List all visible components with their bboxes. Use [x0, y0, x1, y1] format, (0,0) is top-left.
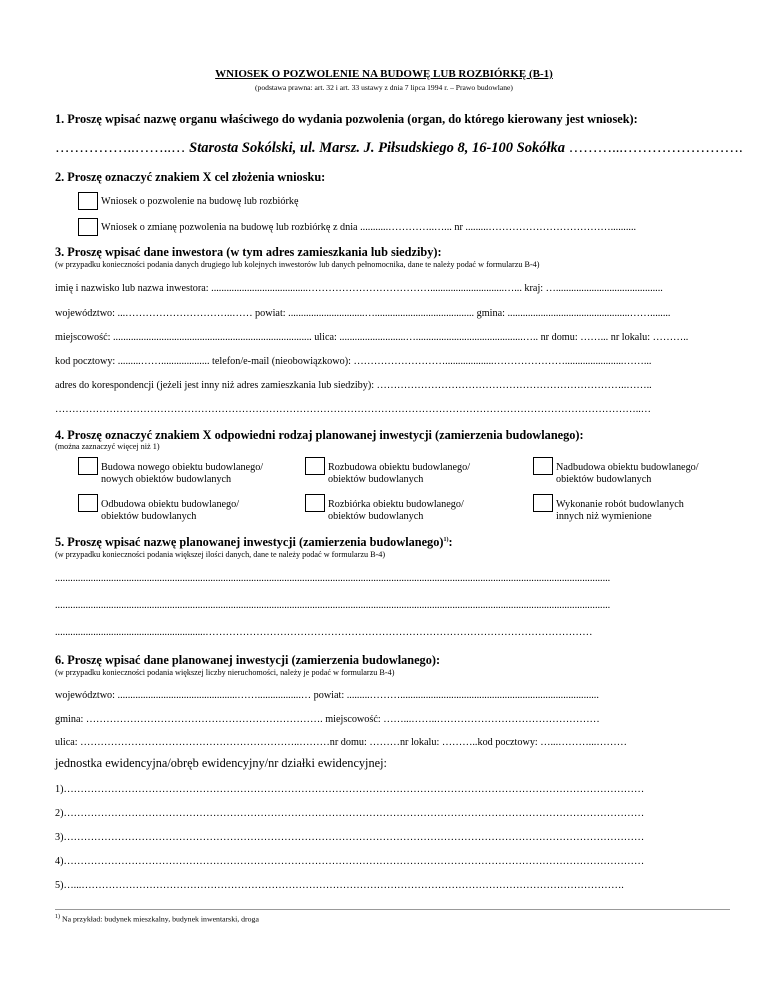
option-demolition-label: Rozbiórka obiektu budowlanego/ obiektów budowlanych	[328, 499, 464, 522]
checkbox-new-building[interactable]	[78, 457, 98, 475]
option-extension-label: Rozbudowa obiektu budowlanego/ obiektów budowlanych	[328, 462, 471, 485]
checkbox-extension[interactable]	[305, 457, 325, 475]
location-address-row[interactable]: ulica: ………………………………………………………..………nr domu: ………nr lokalu: ………..kod pocztowy: …...………...………	[55, 737, 627, 748]
investment-name-row-3[interactable]: ...........................................................……………………………………………………………………………………………………	[55, 627, 593, 638]
option-other-works-label: Wykonanie robót budowlanych innych niż wymienione	[556, 499, 684, 522]
section-3-note: (w przypadku konieczności podania danych drugiego lub kolejnych inwestorów lub danych pełnomocnika, dane te należy podać w formularzu B-4)	[55, 260, 540, 269]
checkbox-superstructure[interactable]	[533, 457, 553, 475]
footnote-ref: 1)	[443, 536, 449, 543]
investment-name-row-2[interactable]: ..........................................................................................................................................................................................................................	[55, 600, 611, 611]
correspondence-address-row[interactable]: adres do korespondencji (jeżeli jest inny niż adres zamieszkania lub siedziby): ………………………………………………………………..……..	[55, 380, 652, 391]
investor-region-row[interactable]: województwo: ...…………………………..…… powiat: ..............................…....................................... gmina: ................................................……........	[55, 308, 671, 319]
authority-field[interactable]	[55, 140, 743, 157]
plot-row[interactable]: 2)………………………………………………………………………………………………………………………………………………………	[55, 808, 645, 819]
option-reconstruction-label: Odbudowa obiektu budowlanego/ obiektów budowlanych	[101, 499, 240, 522]
option-new-building-label: Budowa nowego obiektu budowlanego/ nowych obiektów budowlanych	[101, 462, 264, 485]
option-change-permit-label[interactable]: Wniosek o zmianę pozwolenia na budowę lub rozbiórkę z dnia ...........…………..…... nr .........………………………………..........	[101, 222, 637, 233]
location-municipality-row[interactable]: gmina: ……………………………………………………………. miejscowość: ……...……..…………………………………………	[55, 714, 600, 725]
checkbox-reconstruction[interactable]	[78, 494, 98, 512]
investor-address-row[interactable]: miejscowość: .............................................................................. ulica: ..........................…..........................................….. nr domu: ……... nr lokalu: ………..	[55, 332, 689, 343]
legal-basis: (podstawa prawna: art. 32 i art. 33 ustawy z dnia 7 lipca 1994 r. – Prawo budowlane)	[255, 83, 513, 92]
correspondence-address-continuation[interactable]: ………………………………………………………………………………………………………………………………………………………..…	[55, 404, 651, 415]
section-2-heading: 2. Proszę oznaczyć znakiem X cel złożenia wniosku:	[55, 170, 326, 184]
plot-row[interactable]: 3)………………………………………………………………………………………………………………………………………………………	[55, 832, 645, 843]
section-6-heading: 6. Proszę wpisać dane planowanej inwestycji (zamierzenia budowlanego):	[55, 653, 441, 667]
investor-contact-row[interactable]: kod pocztowy: .........……................... telefon/e-mail (nieobowiązkowo): ………………………...................………………….......................……...	[55, 356, 652, 367]
option-permit-label: Wniosek o pozwolenie na budowę lub rozbiórkę	[101, 196, 299, 207]
section-5-note: (w przypadku konieczności podania większej ilości danych, dane te należy podać w formularzu B-4)	[55, 550, 386, 559]
checkbox-demolition[interactable]	[305, 494, 325, 512]
option-superstructure-label: Nadbudowa obiektu budowlanego/ obiektów budowlanych	[556, 462, 699, 485]
section-3-heading: 3. Proszę wpisać dane inwestora (w tym adres zamieszkania lub siedziby):	[55, 245, 442, 259]
section-5-heading: 5. Proszę wpisać nazwę planowanej inwestycji (zamierzenia budowlanego)$^{1)}$:	[55, 535, 453, 549]
plot-row[interactable]: 4)………………………………………………………………………………………………………………………………………………………	[55, 856, 645, 867]
investor-name-row[interactable]: imię i nazwisko lub nazwa inwestora: ......................................……………………………….............................…... kraj: …..........................................	[55, 283, 663, 294]
form-title: WNIOSEK O POZWOLENIE NA BUDOWĘ LUB ROZBIÓRKĘ (B-1)	[215, 68, 553, 80]
dots-trail: ………...…………………….	[568, 140, 743, 156]
location-region-row[interactable]: województwo: ...............................................…….................… powiat: .........………..............................................................................	[55, 690, 599, 701]
plots-heading: jednostka ewidencyjna/obręb ewidencyjny/nr działki ewidencyjnej:	[55, 756, 387, 770]
footnote-divider	[55, 909, 730, 910]
section-1-heading: 1. Proszę wpisać nazwę organu właściwego do wydania pozwolenia (organ, do którego kierowany jest wniosek):	[55, 112, 638, 126]
checkbox-permit[interactable]	[78, 192, 98, 210]
plot-row[interactable]: 1)………………………………………………………………………………………………………………………………………………………	[55, 784, 645, 795]
section-6-note: (w przypadku konieczności podania większej liczby nieruchomości, należy je podać w formularzu B-4)	[55, 668, 395, 677]
footnote: $^{1)}$ Na przykład: budynek mieszkalny, budynek inwentarski, droga	[55, 914, 259, 924]
investment-name-row-1[interactable]: ..........................................................................................................................................................................................................................	[55, 573, 611, 584]
plot-row[interactable]: 5)…...…………………………………………………………………………………………………………………………………………….	[55, 880, 624, 891]
authority-value: Starosta Sokólski, ul. Marsz. J. Piłsudskiego 8, 16-100 Sokółka	[189, 140, 565, 156]
section-4-heading: 4. Proszę oznaczyć znakiem X odpowiedni rodzaj planowanej inwestycji (zamierzenia budowlanego):	[55, 428, 584, 442]
checkbox-change-permit[interactable]	[78, 218, 98, 236]
dots-lead: ……………..……..…	[55, 140, 186, 156]
section-4-note: (można zaznaczyć więcej niż 1)	[55, 442, 160, 451]
checkbox-other-works[interactable]	[533, 494, 553, 512]
